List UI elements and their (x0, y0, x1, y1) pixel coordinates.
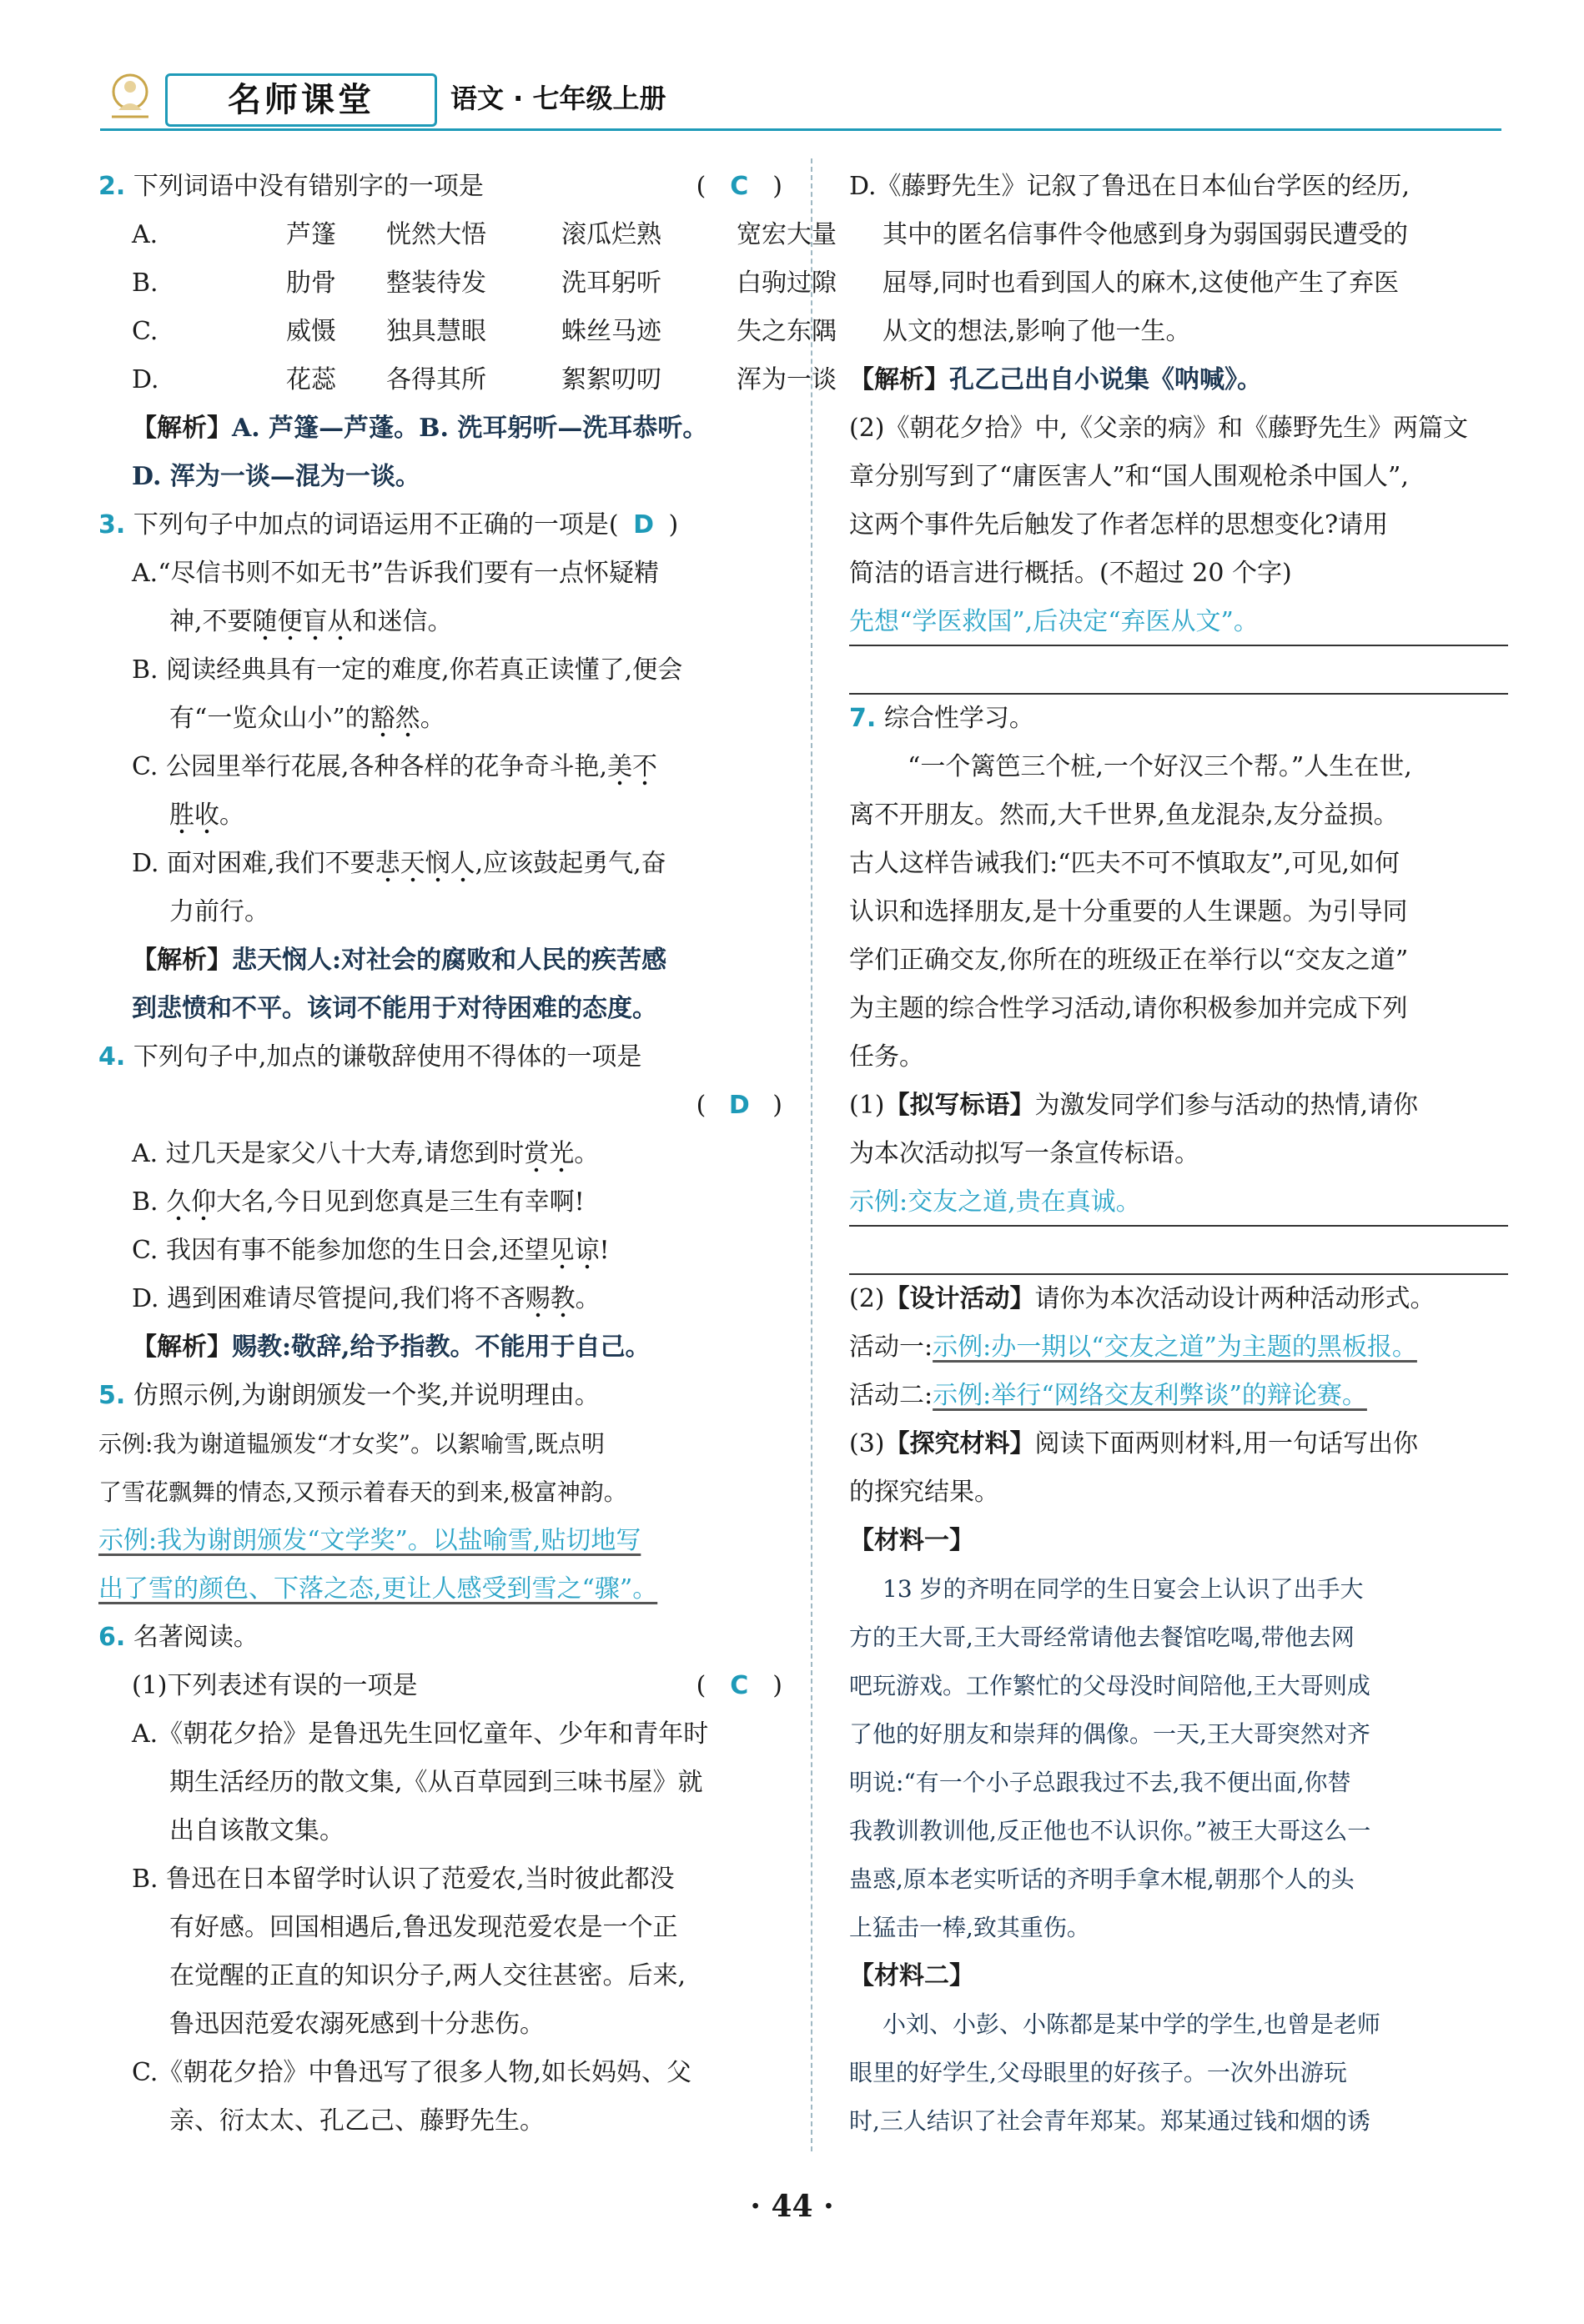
material-1-line: 吧玩游戏。工作繁忙的父母没时间陪他,王大哥则成 (849, 1672, 1370, 1699)
q3-option-c: C. 公园里举行花展,各种各样的花争奇斗艳,美不 (98, 743, 782, 791)
q7-stem: 7. 综合性学习。 (849, 704, 1034, 733)
q5-answer-cont: 出了雪的颜色、下落之态,更让人感受到雪之“骤”。 (98, 1574, 658, 1604)
q4-answer: D (728, 1091, 750, 1120)
q3-stem: 3. 下列句子中加点的词语运用不正确的一项是( D ) (98, 501, 782, 550)
q3-analysis-cont: 到悲愤和不平。该词不能用于对待困难的态度。 (132, 994, 657, 1023)
q4-option-b: B. 久仰大名,今日见到您真是三生有幸啊! (98, 1178, 782, 1227)
material-2-label: 【材料二】 (849, 1961, 974, 1990)
q7-activity-2: 活动二:示例:举行“网络交友利弊谈”的辩论赛。 (849, 1381, 1367, 1410)
q7-para-5: 学们正确交友,你所在的班级正在举行以“交友之道” (849, 946, 1409, 975)
q3-option-b-cont: 有“一览众山小”的豁然。 (98, 695, 782, 743)
q7-para-3: 古人这样告诫我们:“匹夫不可不慎取友”,可见,如何 (849, 849, 1400, 878)
column-divider (811, 158, 812, 2151)
material-2-line: 眼里的好学生,父母眼里的好孩子。一次外出游玩 (849, 2059, 1347, 2086)
q6-option-b: B. 鲁迅在日本留学时认识了范爱农,当时彼此都没 (132, 1865, 675, 1894)
material-1-label: 【材料一】 (849, 1526, 974, 1555)
q2-option-a: A. 芦篷 恍然大悟 滚瓜烂熟 宽宏大量 (132, 220, 837, 249)
q2-analysis-cont: D. 浑为一谈—混为一谈。 (132, 462, 420, 491)
material-1-line: 蛊惑,原本老实听话的齐明手拿木棍,朝那个人的头 (849, 1865, 1355, 1893)
q7-para-1: “一个篱笆三个桩,一个好汉三个帮。”人生在世, (908, 752, 1412, 781)
series-title: 名师课堂 (165, 73, 437, 127)
header-rule (100, 128, 1501, 131)
q7-para-7: 任务。 (849, 1042, 924, 1072)
q6-sub2-stem-cont1: 章分别写到了“庸医害人”和“国人围观枪杀中国人”, (849, 462, 1409, 491)
q4-analysis: 【解析】赐教:敬辞,给予指教。不能用于自己。 (132, 1333, 651, 1362)
q2-option-d: D. 花蕊 各得其所 絮絮叨叨 浑为一谈 (132, 365, 837, 394)
q6-option-c: C.《朝花夕拾》中鲁迅写了很多人物,如长妈妈、父 (132, 2058, 691, 2087)
q6-option-d: D.《藤野先生》记叙了鲁迅在日本仙台学医的经历, (849, 172, 1411, 201)
q5-example: 示例:我为谢道韫颁发“才女奖”。以絮喻雪,既点明 (98, 1430, 605, 1458)
q2-answer: C (730, 172, 749, 201)
q6-analysis: 【解析】孔乙己出自小说集《呐喊》。 (849, 365, 1262, 394)
q3-option-d-cont: 力前行。 (169, 897, 269, 926)
q6-option-a-cont2: 出自该散文集。 (169, 1816, 344, 1845)
q6-sub2-stem: (2)《朝花夕拾》中,《父亲的病》和《藤野先生》两篇文 (849, 414, 1469, 443)
teacher-logo-icon (100, 67, 160, 127)
q6-option-b-cont3: 鲁迅因范爱农溺死感到十分悲伤。 (169, 2010, 545, 2039)
page-header (100, 67, 1501, 133)
q6-option-a: A.《朝花夕拾》是鲁迅先生回忆童年、少年和青年时 (132, 1719, 709, 1749)
q4-option-d: D. 遇到困难请尽管提问,我们将不吝赐教。 (98, 1275, 782, 1323)
material-1-line: 了他的好朋友和崇拜的偶像。一天,王大哥突然对齐 (849, 1720, 1370, 1748)
q4-option-c: C. 我因有事不能参加您的生日会,还望见谅! (98, 1227, 782, 1275)
q6-stem: 6. 名著阅读。 (98, 1623, 259, 1652)
q6-sub2-stem-cont2: 这两个事件先后触发了作者怎样的思想变化?请用 (849, 510, 1389, 540)
q6-option-d-cont3: 从文的想法,影响了他一生。 (883, 317, 1191, 346)
q6-sub2-blank-line (849, 646, 1508, 695)
q6-sub1-stem: (1)下列表述有误的一项是 ( C ) (98, 1662, 782, 1710)
material-2-line: 时,三人结识了社会青年郑某。郑某通过钱和烟的诱 (849, 2107, 1370, 2135)
material-1-line: 明说:“有一个小子总跟我过不去,我不便出面,你替 (849, 1769, 1351, 1796)
q6-option-b-cont1: 有好感。回国相遇后,鲁迅发现范爱农是一个正 (169, 1913, 678, 1942)
q7-task1: (1)【拟写标语】为激发同学们参与活动的热情,请你 (849, 1091, 1419, 1120)
material-1-line: 我教训教训他,反正他也不认识你。”被王大哥这么一 (849, 1817, 1371, 1845)
q5-answer: 示例:我为谢朗颁发“文学奖”。以盐喻雪,贴切地写 (98, 1526, 641, 1555)
q3-analysis: 【解析】悲天悯人:对社会的腐败和人民的疾苦感 (132, 946, 667, 975)
q3-option-c-cont: 胜收。 (98, 791, 782, 840)
q6-option-d-cont2: 屈辱,同时也看到国人的麻木,这使他产生了弃医 (883, 269, 1400, 298)
q3-option-d: D. 面对困难,我们不要悲天悯人,应该鼓起勇气,奋 (98, 840, 782, 888)
q3-option-b: B. 阅读经典具有一定的难度,你若真正读懂了,便会 (132, 655, 683, 685)
material-1-line: 13 岁的齐明在同学的生日宴会上认识了出手大 (883, 1575, 1364, 1603)
q7-task3: (3)【探究材料】阅读下面两则材料,用一句话写出你 (849, 1429, 1419, 1458)
q6-option-c-cont: 亲、衍太太、孔乙己、藤野先生。 (169, 2106, 545, 2136)
q6-option-a-cont1: 期生活经历的散文集,《从百草园到三味书屋》就 (169, 1768, 703, 1797)
q7-para-4: 认识和选择朋友,是十分重要的人生课题。为引导同 (849, 897, 1408, 926)
q7-activity-1: 活动一:示例:办一期以“交友之道”为主题的黑板报。 (849, 1333, 1417, 1362)
material-2-line: 小刘、小彭、小陈都是某中学的学生,也曾是老师 (883, 2010, 1380, 2038)
q4-option-a: A. 过几天是家父八十大寿,请您到时赏光。 (98, 1130, 782, 1178)
q6-sub1-answer: C (730, 1671, 749, 1700)
q7-task1-answer: 示例:交友之道,贵在真诚。 (849, 1178, 1508, 1227)
q7-task1-blank-line (849, 1227, 1508, 1275)
q2-stem: 2. 下列词语中没有错别字的一项是 ( C ) (98, 163, 782, 211)
q2-option-b: B. 肋骨 整装待发 洗耳躬听 白驹过隙 (132, 269, 837, 298)
q6-option-d-cont1: 其中的匿名信事件令他感到身为弱国弱民遭受的 (883, 220, 1408, 249)
left-column (98, 163, 837, 2146)
subject-title: 语文 · 七年级上册 (450, 83, 666, 114)
q3-answer: D (633, 510, 654, 540)
q5-example-cont: 了雪花飘舞的情态,又预示着春天的到来,极富神韵。 (98, 1478, 627, 1506)
q2-answer-parens: ( C ) (696, 163, 782, 211)
material-1-line: 上猛击一棒,致其重伤。 (849, 1914, 1090, 1941)
right-column (849, 163, 1508, 2146)
q7-para-2: 离不开朋友。然而,大千世界,鱼龙混杂,友分益损。 (849, 801, 1399, 830)
page-number: · 44 · (750, 2189, 834, 2224)
q2-option-c: C. 威慑 独具慧眼 蛛丝马迹 失之东隅 (132, 317, 837, 346)
material-1-line: 方的王大哥,王大哥经常请他去餐馆吃喝,带他去网 (849, 1624, 1355, 1651)
q4-stem: 4. 下列句子中,加点的谦敬辞使用不得体的一项是 (98, 1042, 642, 1072)
q7-task3-cont: 的探究结果。 (849, 1478, 999, 1507)
q5-stem: 5. 仿照示例,为谢朗颁发一个奖,并说明理由。 (98, 1381, 600, 1410)
q7-task1-cont: 为本次活动拟写一条宣传标语。 (849, 1139, 1199, 1168)
q6-option-b-cont2: 在觉醒的正直的知识分子,两人交往甚密。后来, (169, 1961, 686, 1990)
q2-analysis: 【解析】A. 芦篷—芦蓬。B. 洗耳躬听—洗耳恭听。 (132, 414, 708, 443)
q7-para-6: 为主题的综合性学习活动,请你积极参加并完成下列 (849, 994, 1408, 1023)
q6-sub2-stem-cont3: 简洁的语言进行概括。(不超过 20 个字) (849, 559, 1292, 588)
q6-sub2-answer: 先想“学医救国”,后决定“弃医从文”。 (849, 598, 1508, 646)
q4-answer-line: ( D ) (98, 1082, 782, 1130)
q3-option-a: A.“尽信书则不如无书”告诉我们要有一点怀疑精 (132, 559, 659, 588)
q7-task2: (2)【设计活动】请你为本次活动设计两种活动形式。 (849, 1284, 1436, 1313)
q3-option-a-cont: 神,不要随便盲从和迷信。 (98, 598, 782, 646)
